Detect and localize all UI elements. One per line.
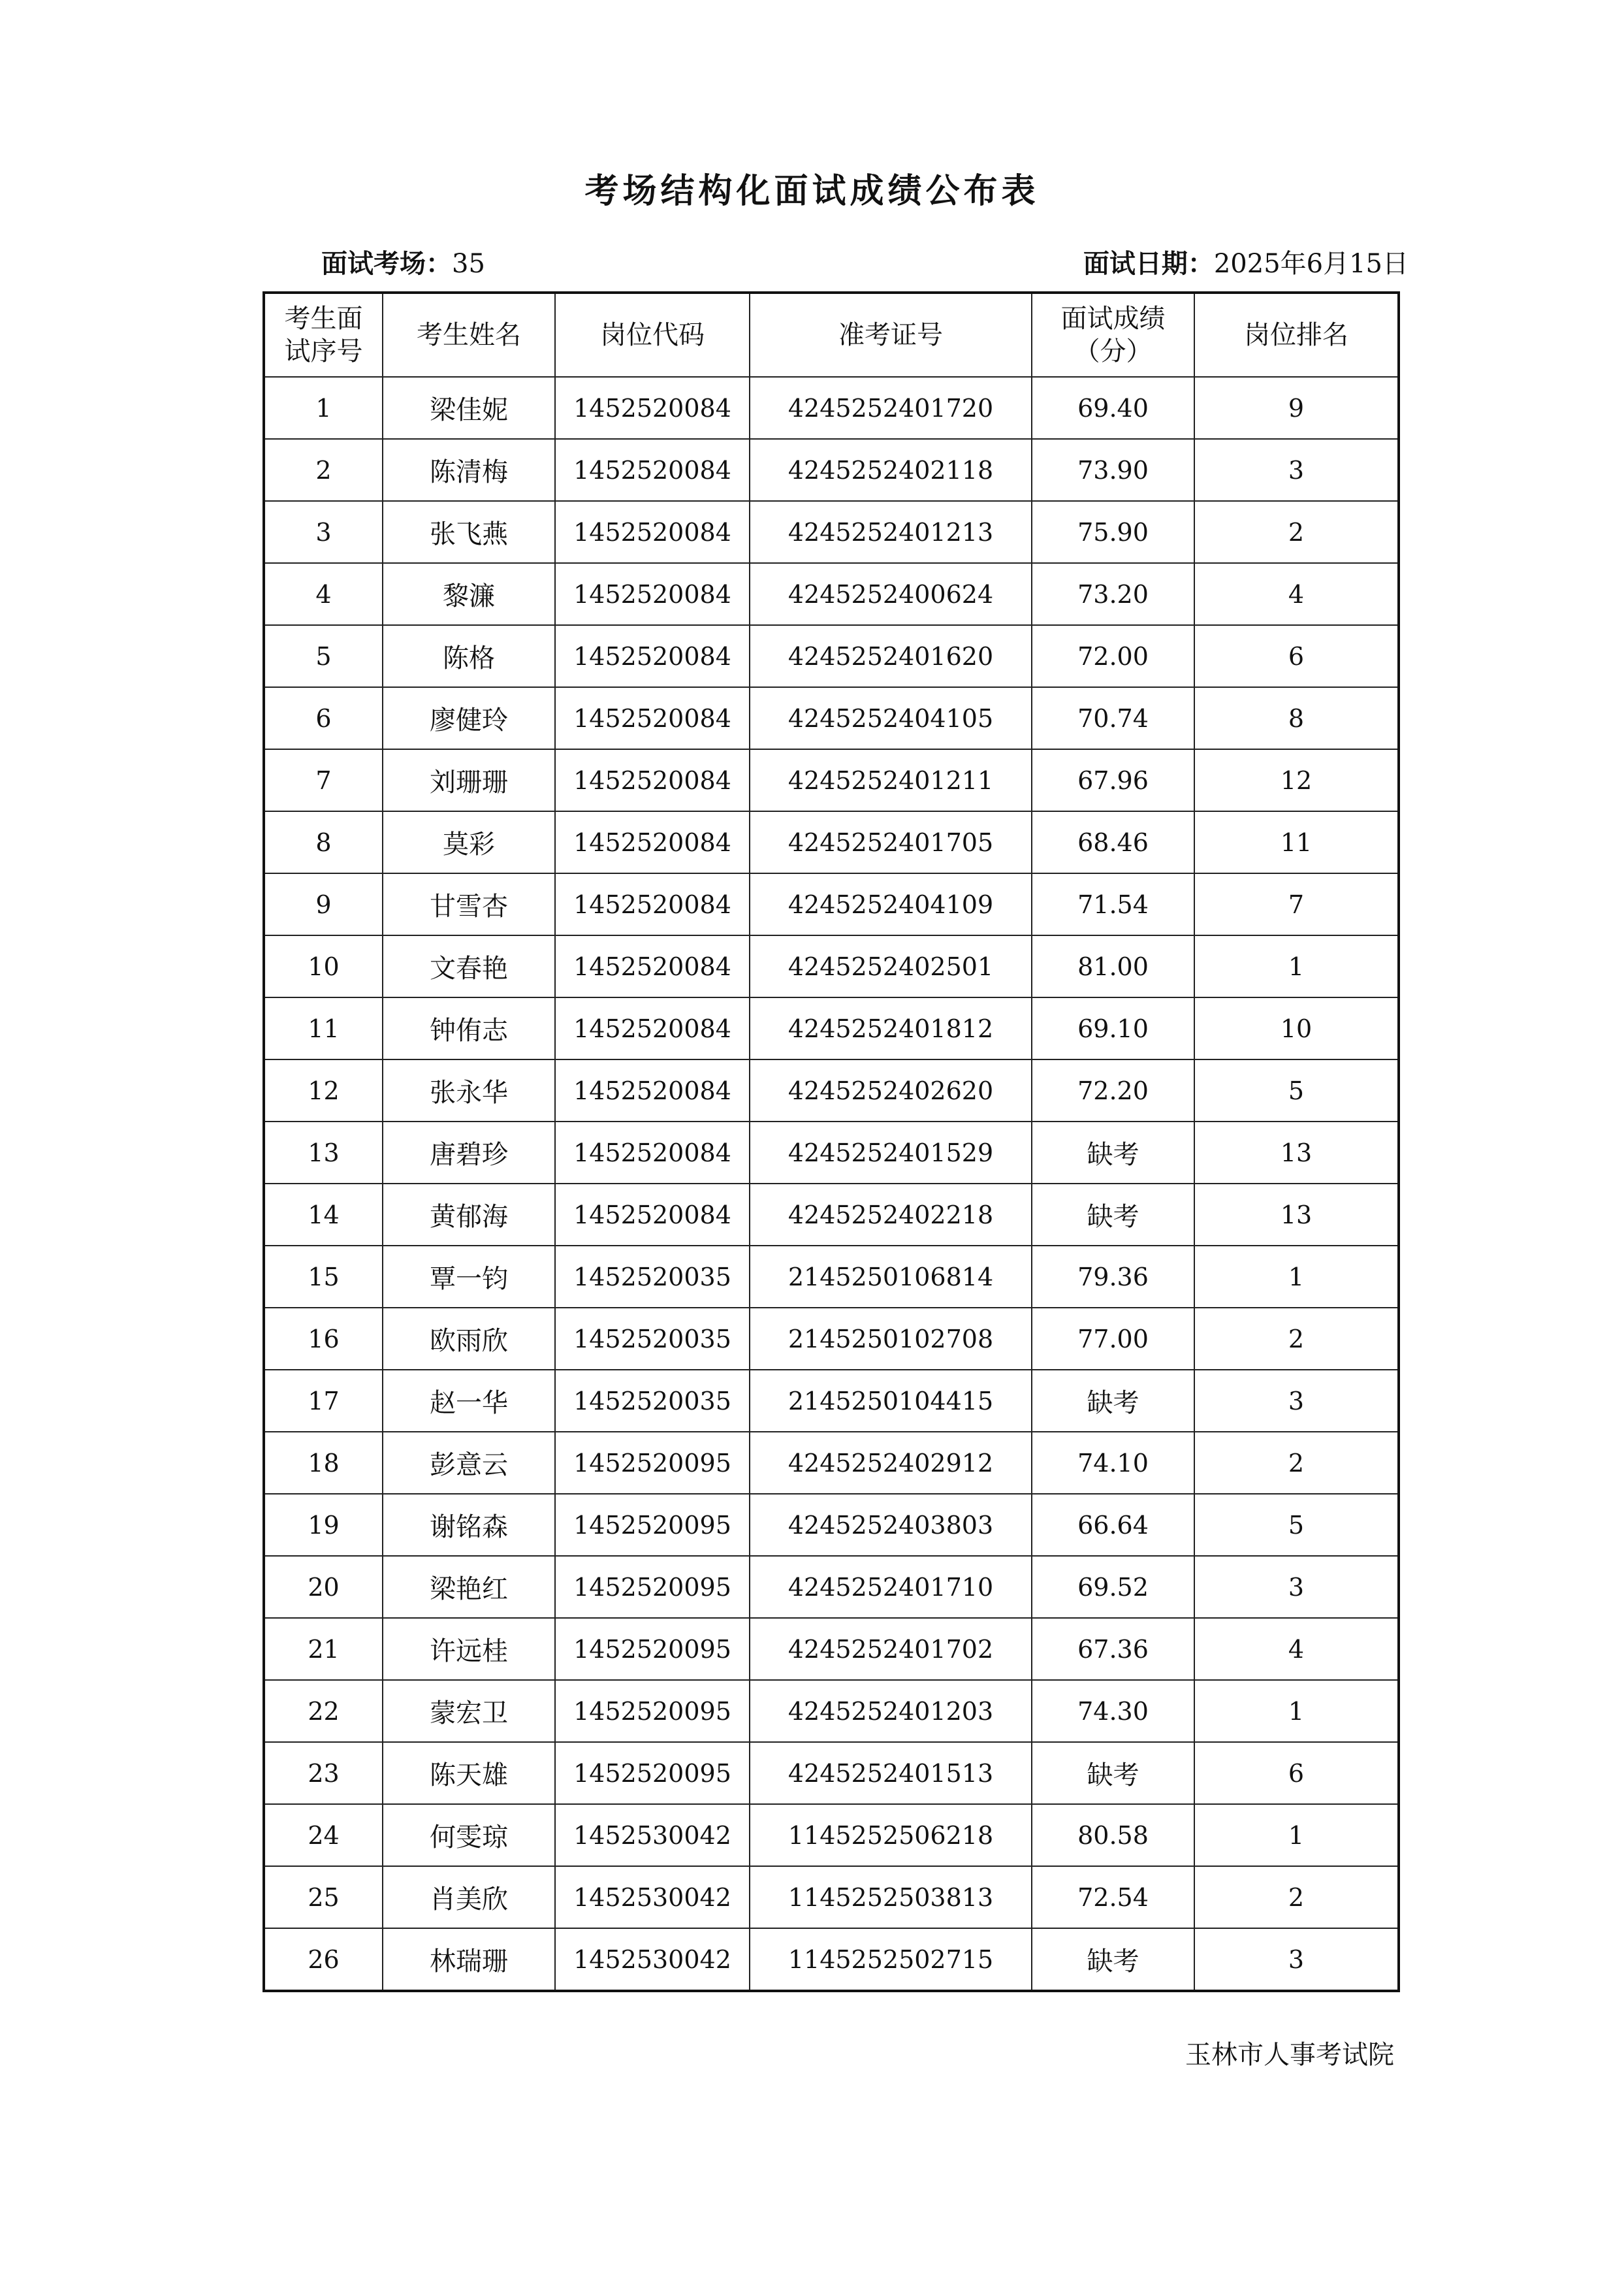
cell-position-code: 1452520084: [555, 1184, 750, 1246]
cell-name: 陈清梅: [383, 439, 555, 501]
cell-rank: 3: [1194, 439, 1399, 501]
cell-admission-no: 4245252401710: [750, 1556, 1032, 1618]
col-header-name: 考生姓名: [383, 293, 555, 377]
cell-rank: 10: [1194, 997, 1399, 1059]
cell-rank: 1: [1194, 935, 1399, 997]
cell-rank: 6: [1194, 625, 1399, 687]
cell-score: 71.54: [1032, 873, 1194, 935]
cell-rank: 4: [1194, 1618, 1399, 1680]
exam-room-value: 35: [452, 249, 485, 279]
cell-position-code: 1452520095: [555, 1556, 750, 1618]
cell-seq: 7: [264, 749, 383, 811]
table-row: [264, 749, 1399, 811]
table-row: [264, 687, 1399, 749]
cell-admission-no: 4245252404109: [750, 873, 1032, 935]
cell-admission-no: 2145250104415: [750, 1370, 1032, 1432]
cell-seq: 21: [264, 1618, 383, 1680]
cell-rank: 2: [1194, 1866, 1399, 1928]
cell-name: 蒙宏卫: [383, 1680, 555, 1742]
cell-name: 钟侑志: [383, 997, 555, 1059]
cell-admission-no: 4245252401812: [750, 997, 1032, 1059]
cell-name: 莫彩: [383, 811, 555, 873]
cell-score: 80.58: [1032, 1804, 1194, 1866]
table-row: [264, 1866, 1399, 1928]
cell-position-code: 1452520084: [555, 997, 750, 1059]
cell-score: 缺考: [1032, 1928, 1194, 1991]
col-header-seq: 考生面试序号: [264, 293, 383, 377]
cell-score: 75.90: [1032, 501, 1194, 563]
table-row: [264, 935, 1399, 997]
cell-admission-no: 4245252402501: [750, 935, 1032, 997]
cell-position-code: 1452520035: [555, 1308, 750, 1370]
cell-seq: 11: [264, 997, 383, 1059]
cell-rank: 2: [1194, 1308, 1399, 1370]
cell-rank: 5: [1194, 1494, 1399, 1556]
cell-admission-no: 4245252402620: [750, 1059, 1032, 1122]
table-row: [264, 1928, 1399, 1991]
col-header-score: 面试成绩（分）: [1032, 293, 1194, 377]
cell-seq: 2: [264, 439, 383, 501]
cell-position-code: 1452520084: [555, 811, 750, 873]
cell-seq: 20: [264, 1556, 383, 1618]
cell-seq: 6: [264, 687, 383, 749]
cell-admission-no: 4245252401702: [750, 1618, 1032, 1680]
cell-score: 66.64: [1032, 1494, 1194, 1556]
table-row: [264, 997, 1399, 1059]
cell-name: 覃一钧: [383, 1246, 555, 1308]
cell-rank: 1: [1194, 1680, 1399, 1742]
cell-name: 文春艳: [383, 935, 555, 997]
cell-name: 彭意云: [383, 1432, 555, 1494]
cell-rank: 8: [1194, 687, 1399, 749]
cell-score: 73.20: [1032, 563, 1194, 625]
cell-admission-no: 4245252401620: [750, 625, 1032, 687]
table-row: [264, 1494, 1399, 1556]
cell-score: 缺考: [1032, 1742, 1194, 1804]
cell-admission-no: 4245252402218: [750, 1184, 1032, 1246]
cell-position-code: 1452520035: [555, 1246, 750, 1308]
cell-position-code: 1452520084: [555, 625, 750, 687]
table-row: [264, 625, 1399, 687]
cell-rank: 5: [1194, 1059, 1399, 1122]
cell-rank: 7: [1194, 873, 1399, 935]
table-row: [264, 1556, 1399, 1618]
cell-score: 72.20: [1032, 1059, 1194, 1122]
cell-name: 唐碧珍: [383, 1122, 555, 1184]
table-row: [264, 1184, 1399, 1246]
cell-admission-no: 4245252401203: [750, 1680, 1032, 1742]
cell-position-code: 1452520084: [555, 1122, 750, 1184]
cell-score: 68.46: [1032, 811, 1194, 873]
table-row: [264, 811, 1399, 873]
cell-seq: 23: [264, 1742, 383, 1804]
cell-name: 黄郁海: [383, 1184, 555, 1246]
results-table: [263, 291, 1400, 1992]
cell-position-code: 1452530042: [555, 1804, 750, 1866]
cell-name: 许远桂: [383, 1618, 555, 1680]
cell-rank: 3: [1194, 1370, 1399, 1432]
cell-admission-no: 4245252401211: [750, 749, 1032, 811]
cell-name: 张飞燕: [383, 501, 555, 563]
cell-name: 肖美欣: [383, 1866, 555, 1928]
cell-score: 70.74: [1032, 687, 1194, 749]
cell-name: 甘雪杏: [383, 873, 555, 935]
cell-seq: 16: [264, 1308, 383, 1370]
cell-score: 缺考: [1032, 1184, 1194, 1246]
table-row: [264, 1122, 1399, 1184]
table-row: [264, 501, 1399, 563]
cell-name: 陈格: [383, 625, 555, 687]
cell-score: 79.36: [1032, 1246, 1194, 1308]
exam-date-value: 2025年6月15日: [1213, 249, 1409, 279]
cell-admission-no: 4245252401720: [750, 377, 1032, 439]
cell-rank: 3: [1194, 1556, 1399, 1618]
cell-score: 72.00: [1032, 625, 1194, 687]
cell-position-code: 1452520084: [555, 749, 750, 811]
cell-seq: 17: [264, 1370, 383, 1432]
cell-position-code: 1452520095: [555, 1432, 750, 1494]
cell-admission-no: 4245252402912: [750, 1432, 1032, 1494]
cell-seq: 19: [264, 1494, 383, 1556]
table-row: [264, 873, 1399, 935]
cell-seq: 9: [264, 873, 383, 935]
cell-name: 梁佳妮: [383, 377, 555, 439]
col-header-rank: 岗位排名: [1194, 293, 1399, 377]
cell-position-code: 1452520095: [555, 1494, 750, 1556]
cell-rank: 1: [1194, 1246, 1399, 1308]
cell-position-code: 1452530042: [555, 1928, 750, 1991]
cell-admission-no: 4245252401529: [750, 1122, 1032, 1184]
cell-name: 何雯琼: [383, 1804, 555, 1866]
cell-seq: 10: [264, 935, 383, 997]
table-row: [264, 1742, 1399, 1804]
cell-seq: 26: [264, 1928, 383, 1991]
cell-seq: 5: [264, 625, 383, 687]
cell-seq: 15: [264, 1246, 383, 1308]
cell-seq: 8: [264, 811, 383, 873]
cell-score: 73.90: [1032, 439, 1194, 501]
cell-rank: 2: [1194, 1432, 1399, 1494]
cell-name: 张永华: [383, 1059, 555, 1122]
cell-score: 81.00: [1032, 935, 1194, 997]
table-row: [264, 1059, 1399, 1122]
table-row: [264, 563, 1399, 625]
table-row: [264, 1370, 1399, 1432]
cell-name: 林瑞珊: [383, 1928, 555, 1991]
cell-score: 67.96: [1032, 749, 1194, 811]
cell-name: 黎濂: [383, 563, 555, 625]
cell-rank: 3: [1194, 1928, 1399, 1991]
document-title: 考场结构化面试成绩公布表: [584, 172, 1040, 211]
cell-name: 刘珊珊: [383, 749, 555, 811]
cell-position-code: 1452520035: [555, 1370, 750, 1432]
cell-rank: 12: [1194, 749, 1399, 811]
cell-admission-no: 1145252502715: [750, 1928, 1032, 1991]
exam-date-label: 面试日期：: [1083, 249, 1214, 279]
exam-room-label: 面试考场：: [321, 249, 452, 279]
cell-seq: 12: [264, 1059, 383, 1122]
cell-rank: 13: [1194, 1184, 1399, 1246]
cell-position-code: 1452520084: [555, 501, 750, 563]
cell-admission-no: 1145252503813: [750, 1866, 1032, 1928]
cell-seq: 14: [264, 1184, 383, 1246]
cell-name: 谢铭森: [383, 1494, 555, 1556]
cell-score: 72.54: [1032, 1866, 1194, 1928]
cell-admission-no: 4245252402118: [750, 439, 1032, 501]
exam-date: [1083, 243, 1409, 280]
cell-seq: 4: [264, 563, 383, 625]
cell-admission-no: 2145250106814: [750, 1246, 1032, 1308]
cell-position-code: 1452520084: [555, 563, 750, 625]
cell-admission-no: 4245252401705: [750, 811, 1032, 873]
cell-score: 缺考: [1032, 1370, 1194, 1432]
cell-rank: 6: [1194, 1742, 1399, 1804]
cell-score: 69.52: [1032, 1556, 1194, 1618]
cell-seq: 22: [264, 1680, 383, 1742]
cell-score: 67.36: [1032, 1618, 1194, 1680]
cell-name: 欧雨欣: [383, 1308, 555, 1370]
cell-position-code: 1452520084: [555, 377, 750, 439]
cell-name: 廖健玲: [383, 687, 555, 749]
table-row: [264, 1308, 1399, 1370]
issuer: 玉林市人事考试院: [1185, 2040, 1394, 2070]
cell-admission-no: 4245252401513: [750, 1742, 1032, 1804]
table-row: [264, 439, 1399, 501]
cell-admission-no: 4245252404105: [750, 687, 1032, 749]
cell-rank: 13: [1194, 1122, 1399, 1184]
cell-position-code: 1452520095: [555, 1742, 750, 1804]
cell-rank: 11: [1194, 811, 1399, 873]
cell-admission-no: 4245252400624: [750, 563, 1032, 625]
cell-position-code: 1452520095: [555, 1680, 750, 1742]
exam-room: [321, 243, 485, 280]
cell-rank: 1: [1194, 1804, 1399, 1866]
cell-seq: 25: [264, 1866, 383, 1928]
cell-name: 陈天雄: [383, 1742, 555, 1804]
table-row: [264, 1618, 1399, 1680]
cell-rank: 4: [1194, 563, 1399, 625]
cell-score: 缺考: [1032, 1122, 1194, 1184]
cell-seq: 18: [264, 1432, 383, 1494]
cell-score: 74.10: [1032, 1432, 1194, 1494]
cell-position-code: 1452520084: [555, 1059, 750, 1122]
col-header-position-code: 岗位代码: [555, 293, 750, 377]
cell-rank: 2: [1194, 501, 1399, 563]
cell-score: 69.10: [1032, 997, 1194, 1059]
cell-seq: 1: [264, 377, 383, 439]
cell-admission-no: 4245252403803: [750, 1494, 1032, 1556]
cell-position-code: 1452520084: [555, 873, 750, 935]
table-row: [264, 1680, 1399, 1742]
cell-name: 梁艳红: [383, 1556, 555, 1618]
cell-admission-no: 1145252506218: [750, 1804, 1032, 1866]
header-row: [264, 293, 1399, 377]
cell-seq: 24: [264, 1804, 383, 1866]
cell-position-code: 1452520095: [555, 1618, 750, 1680]
cell-name: 赵一华: [383, 1370, 555, 1432]
table-row: [264, 1804, 1399, 1866]
table-row: [264, 377, 1399, 439]
cell-seq: 3: [264, 501, 383, 563]
cell-position-code: 1452520084: [555, 935, 750, 997]
table-row: [264, 1432, 1399, 1494]
cell-position-code: 1452520084: [555, 439, 750, 501]
cell-admission-no: 2145250102708: [750, 1308, 1032, 1370]
cell-rank: 9: [1194, 377, 1399, 439]
cell-seq: 13: [264, 1122, 383, 1184]
table-row: [264, 1246, 1399, 1308]
col-header-admission-no: 准考证号: [750, 293, 1032, 377]
cell-score: 74.30: [1032, 1680, 1194, 1742]
cell-score: 69.40: [1032, 377, 1194, 439]
cell-position-code: 1452520084: [555, 687, 750, 749]
cell-position-code: 1452530042: [555, 1866, 750, 1928]
cell-score: 77.00: [1032, 1308, 1194, 1370]
cell-admission-no: 4245252401213: [750, 501, 1032, 563]
